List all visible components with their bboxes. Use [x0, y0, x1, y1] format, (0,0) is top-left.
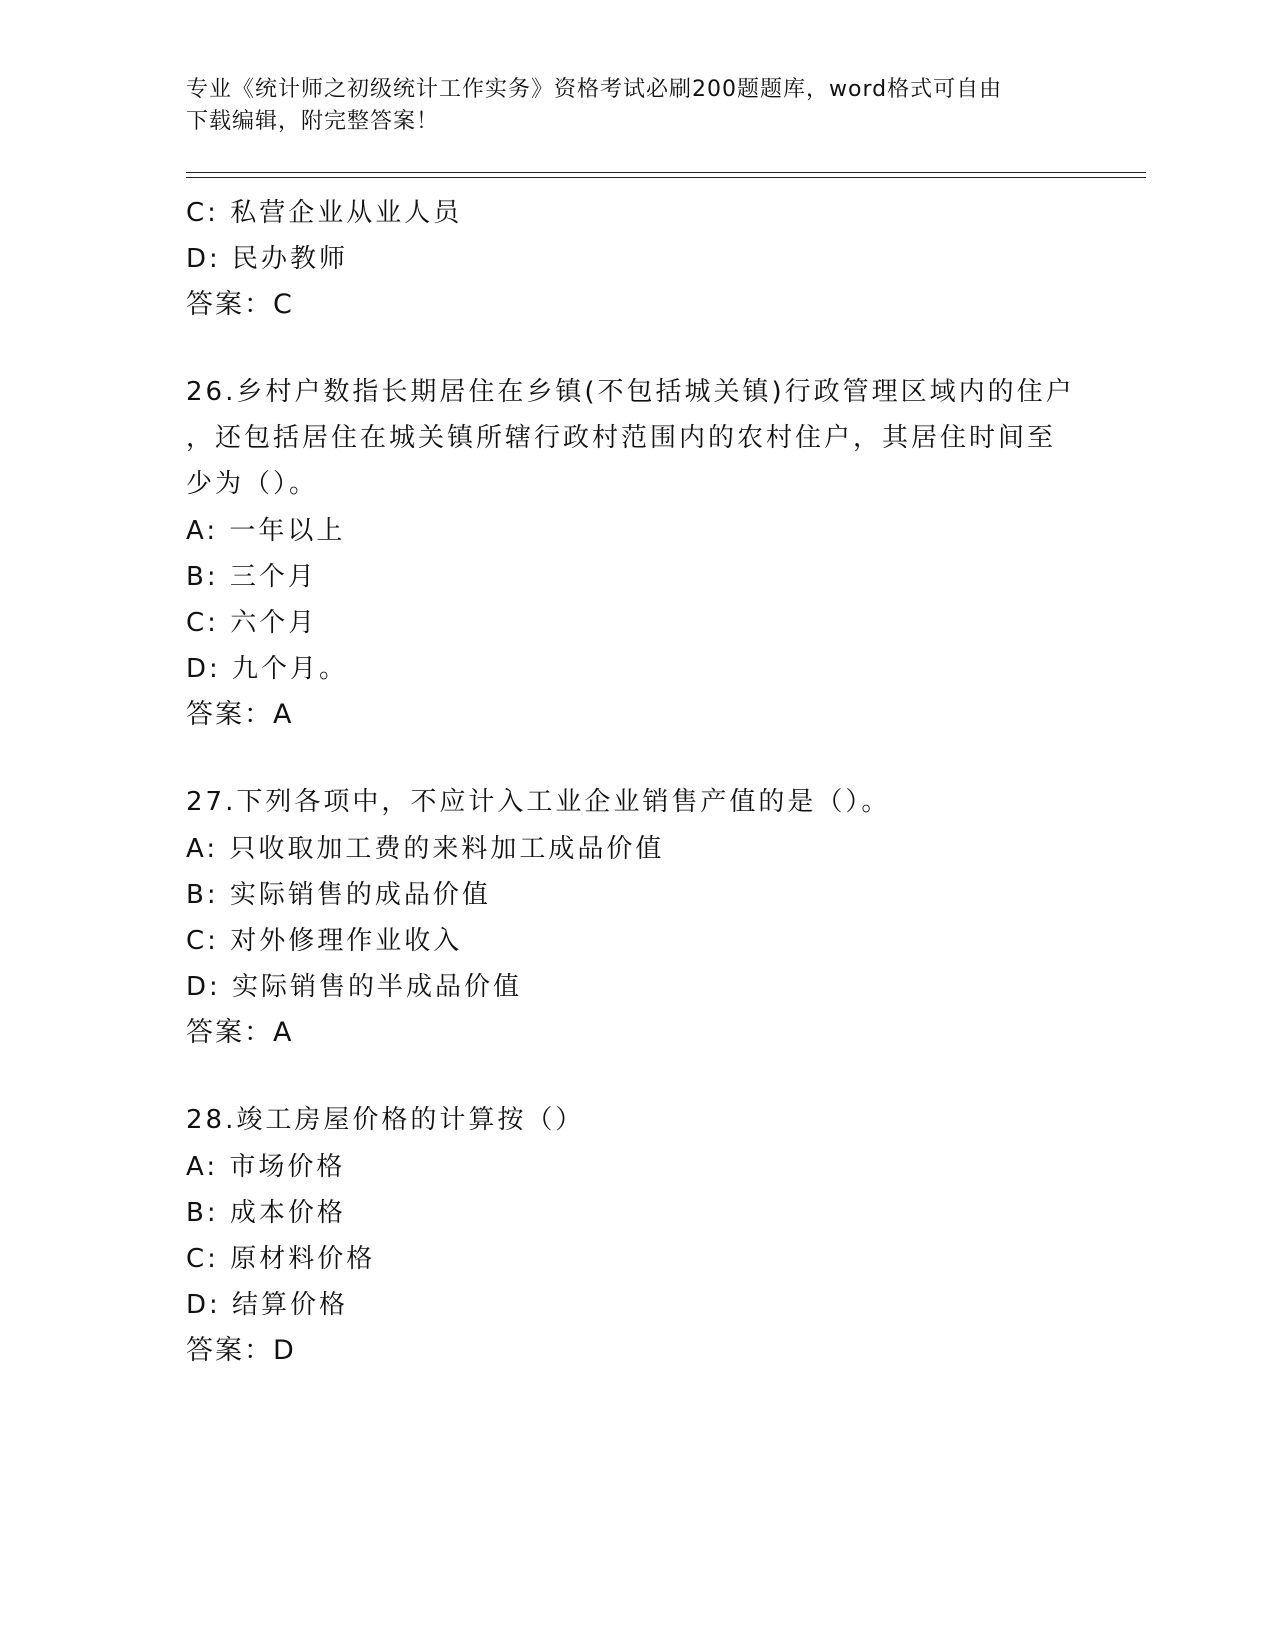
option-text: 六个月 [230, 608, 318, 638]
question-27 [186, 780, 1086, 1056]
option-a [186, 826, 1086, 872]
option-label: D: [186, 972, 221, 1002]
option-a [186, 1144, 1086, 1190]
option-label: C: [186, 926, 219, 956]
option-label: B: [186, 880, 219, 910]
option-text: 三个月 [229, 562, 317, 592]
header-title-line-1: 专业《统计师之初级统计工作实务》资格考试必刷200题题库，word格式可自由 [186, 77, 1003, 102]
option-label: C: [186, 1244, 219, 1274]
option-text: 九个月。 [232, 654, 349, 684]
option-label: D: [186, 654, 221, 684]
option-text: 市场价格 [229, 1152, 346, 1182]
option-text: 成本价格 [229, 1198, 346, 1228]
option-label: B: [186, 1198, 219, 1228]
option-label: C: [186, 608, 219, 638]
question-28 [186, 1098, 1086, 1374]
option-d [186, 236, 1086, 282]
answer-line: 答案：A [186, 1017, 294, 1048]
option-d [186, 964, 1086, 1010]
option-b [186, 872, 1086, 918]
option-text: 私营企业从业人员 [230, 198, 463, 228]
option-label: D: [186, 1290, 221, 1320]
option-label: A: [186, 516, 219, 546]
option-text: 民办教师 [232, 244, 349, 274]
option-label: D: [186, 244, 221, 274]
option-text: 原材料价格 [230, 1244, 376, 1274]
question-text-line: ，还包括居住在城关镇所辖行政村范围内的农村住户，其居住时间至 [186, 423, 1057, 453]
header-title-line-2: 下载编辑，附完整答案！ [186, 109, 440, 134]
option-c [186, 600, 1086, 646]
answer-line: 答案：A [186, 699, 294, 730]
option-b [186, 554, 1086, 600]
header-divider-bottom [186, 177, 1146, 178]
answer-line: 答案：D [186, 1335, 296, 1366]
question-text-line: 26.乡村户数指长期居住在乡镇(不包括城关镇)行政管理区域内的住户 [186, 377, 1075, 407]
option-text: 实际销售的成品价值 [229, 880, 491, 910]
option-c [186, 190, 1086, 236]
question-25-continuation [186, 190, 1086, 328]
question-26 [186, 370, 1086, 738]
option-text: 对外修理作业收入 [230, 926, 463, 956]
option-c [186, 918, 1086, 964]
question-text-line: 28.竣工房屋价格的计算按（） [186, 1105, 585, 1135]
option-text: 实际销售的半成品价值 [232, 972, 523, 1002]
option-a [186, 508, 1086, 554]
option-text: 一年以上 [229, 516, 346, 546]
question-text-line: 少为（）。 [186, 469, 319, 499]
question-text-line: 27.下列各项中，不应计入工业企业销售产值的是（）。 [186, 787, 891, 817]
answer-line: 答案：C [186, 289, 294, 320]
option-label: C: [186, 198, 219, 228]
option-text: 只收取加工费的来料加工成品价值 [229, 834, 665, 864]
option-label: A: [186, 1152, 219, 1182]
question-content [186, 190, 1086, 1374]
option-label: B: [186, 562, 219, 592]
option-label: A: [186, 834, 219, 864]
option-b [186, 1190, 1086, 1236]
document-header [186, 74, 1066, 138]
option-d [186, 1282, 1086, 1328]
header-divider-top [186, 172, 1146, 173]
option-c [186, 1236, 1086, 1282]
option-d [186, 646, 1086, 692]
option-text: 结算价格 [232, 1290, 349, 1320]
